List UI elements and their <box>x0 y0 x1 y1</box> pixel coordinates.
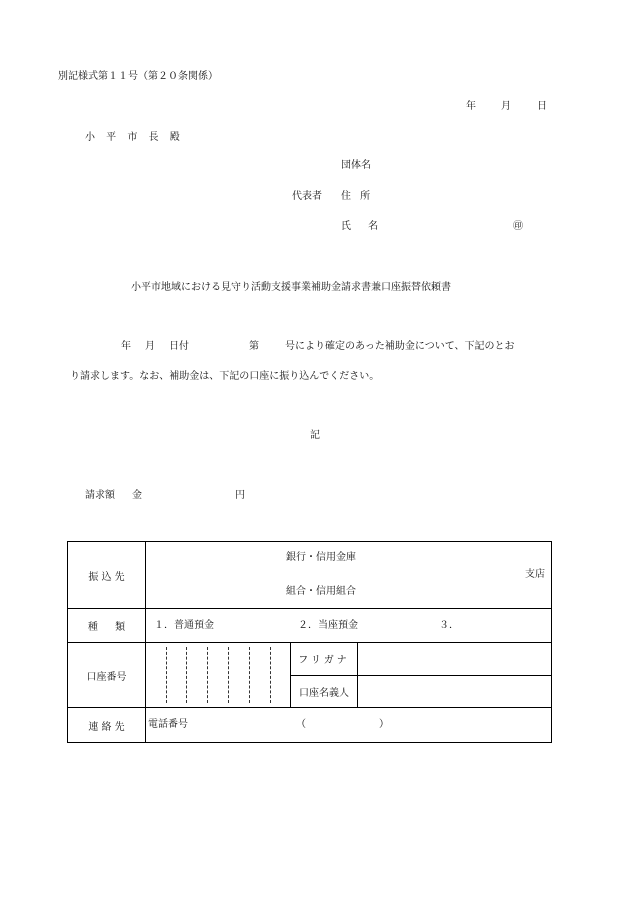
account-number-label: 口座番号 <box>68 643 146 708</box>
digit-divider <box>166 647 167 703</box>
phone-label: 電話番号 <box>148 719 188 730</box>
digit-divider <box>270 647 271 703</box>
account-number-boxes[interactable] <box>146 643 291 708</box>
transfer-row <box>68 542 552 609</box>
amount-kin: 金 <box>132 490 142 501</box>
transfer-label: 振 込 先 <box>68 542 146 609</box>
phone-paren-open: （ <box>296 719 306 730</box>
form-number: 別記様式第１１号（第２０条関係） <box>58 71 218 82</box>
addressee: 小 平 市 長 殿 <box>85 132 180 143</box>
date-year: 年 <box>466 101 476 112</box>
type-option-current[interactable]: ２．当座預金 <box>298 620 358 631</box>
name-label: 氏 名 <box>341 221 379 232</box>
digit-divider <box>249 647 250 703</box>
date-day: 日 <box>537 101 547 112</box>
body-line2: り請求します。なお、補助金は、下記の口座に振り込んでください。 <box>70 371 380 382</box>
account-type-label: 種 類 <box>68 609 146 643</box>
ki-heading: 記 <box>310 430 320 441</box>
body-year: 年 <box>121 341 131 352</box>
seal-mark: ㊞ <box>513 221 523 232</box>
body-day-dated: 日付 <box>169 341 189 352</box>
address-label: 住 所 <box>341 191 371 202</box>
amount-yen: 円 <box>235 490 245 501</box>
branch-label: 支店 <box>525 569 546 580</box>
contact-row <box>68 708 552 743</box>
date-month: 月 <box>501 101 511 112</box>
bank-cell[interactable] <box>146 542 552 609</box>
bank-transfer-table <box>67 541 552 743</box>
bank-type-line1: 銀行・信用金庫 <box>286 552 356 563</box>
body-dai: 第 <box>249 341 259 352</box>
representative-label: 代表者 <box>292 191 322 202</box>
contact-cell[interactable] <box>146 708 552 743</box>
furigana-label: フリガナ <box>291 643 358 676</box>
digit-divider <box>228 647 229 703</box>
document-title: 小平市地域における見守り活動支援事業補助金請求書兼口座振替依頼書 <box>131 282 451 293</box>
digit-divider <box>207 647 208 703</box>
furigana-field[interactable] <box>358 643 552 676</box>
body-line1-rest: 号により確定のあった補助金について、下記のとお <box>285 341 515 352</box>
account-holder-label: 口座名義人 <box>291 675 358 708</box>
account-holder-field[interactable] <box>358 675 552 708</box>
contact-label: 連 絡 先 <box>68 708 146 743</box>
org-name-label: 団体名 <box>341 160 371 171</box>
account-type-row <box>68 609 552 643</box>
phone-paren-close: ） <box>379 719 389 730</box>
type-option-other[interactable]: ３． <box>439 620 459 631</box>
account-type-cell[interactable] <box>146 609 552 643</box>
bank-type-line2: 組合・信用組合 <box>286 586 356 597</box>
amount-label: 請求額 <box>85 490 115 501</box>
body-month: 月 <box>145 341 155 352</box>
type-option-ordinary[interactable]: １．普通預金 <box>154 620 214 631</box>
digit-divider <box>186 647 187 703</box>
account-number-row <box>68 643 552 676</box>
